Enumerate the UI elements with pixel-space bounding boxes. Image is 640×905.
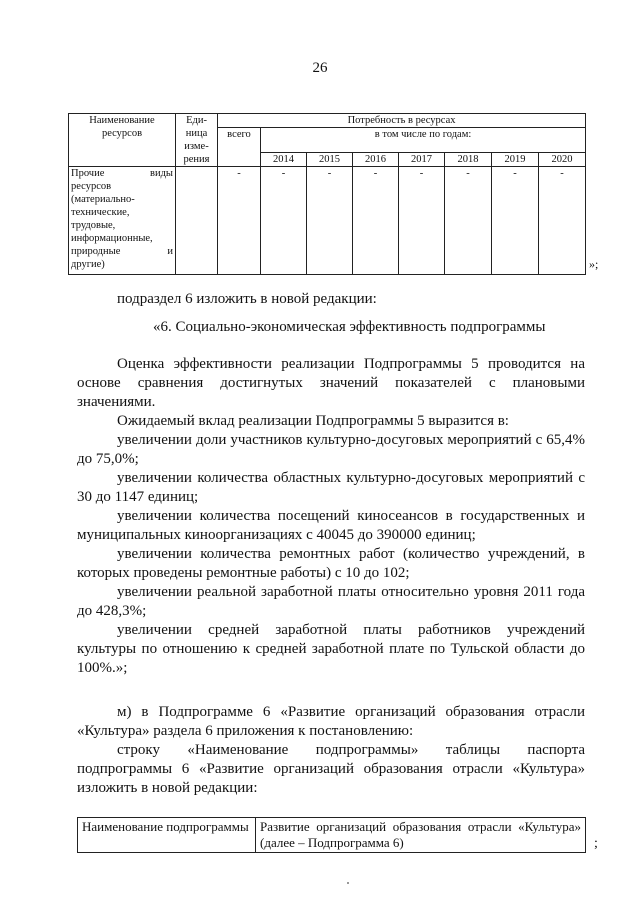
- paragraph-item: увеличении количества посещений киносеансов в государственных и муниципальных киноорганизациях с 40045 до 390000 единиц;: [77, 508, 585, 543]
- paragraph-subprogram6: м) в Подпрограмме 6 «Развитие организаций образования отрасли «Культура» раздела 6 приложения к постановлению:: [77, 704, 585, 739]
- paragraph-evaluation: Оценка эффективности реализации Подпрограммы 5 проводится на основе сравнения достигнутых значений показателей с плановыми значениями.: [77, 356, 585, 410]
- table-closing-semicolon: ;: [594, 836, 598, 851]
- row-label-line: Прочие виды: [71, 168, 173, 179]
- year-cell: 2019: [492, 153, 539, 167]
- header-resource-name: Наименование ресурсов: [69, 114, 176, 167]
- year-cell: 2018: [445, 153, 492, 167]
- scan-speck: [347, 882, 349, 884]
- row-value: -: [261, 167, 307, 275]
- paragraph-row-replace: строку «Наименование подпрограммы» таблицы паспорта подпрограммы 6 «Развитие организаций образования отрасли «Культура» изложить в новой редакции:: [77, 742, 585, 796]
- paragraph-subsection: подраздел 6 изложить в новой редакции:: [117, 291, 377, 307]
- header-unit: Еди-ница изме-рения: [176, 114, 218, 167]
- row-label-line: природные и: [71, 246, 173, 257]
- name-label-cell: Наименование подпрограммы: [78, 818, 256, 853]
- row-label: [69, 167, 176, 275]
- paragraph-item: увеличении количества областных культурно-досуговых мероприятий с 30 до 1147 единиц;: [77, 470, 585, 505]
- row-value-total: -: [218, 167, 261, 275]
- section-heading: «6. Социально-экономическая эффективность подпрограммы: [153, 319, 546, 335]
- row-value: -: [539, 167, 586, 275]
- name-value-cell: Развитие организаций образования отрасли «Культура» (далее – Подпрограмма 6): [256, 818, 586, 853]
- row-value: -: [445, 167, 492, 275]
- row-value: -: [307, 167, 353, 275]
- subprogram-name-table: [77, 817, 586, 853]
- row-label-line: другие): [71, 259, 105, 270]
- row-label-line: трудовые,: [71, 220, 116, 231]
- paragraph-item: увеличении реальной заработной платы относительно уровня 2011 года до 428,3%;: [77, 584, 585, 619]
- header-total: всего: [218, 128, 261, 167]
- row-label-line: информационные,: [71, 233, 153, 244]
- row-label-line: технические,: [71, 207, 130, 218]
- header-by-years: в том числе по годам:: [261, 128, 586, 153]
- row-value: -: [353, 167, 399, 275]
- year-cell: 2017: [399, 153, 445, 167]
- paragraph-item: увеличении доли участников культурно-досуговых мероприятий с 65,4% до 75,0%;: [77, 432, 585, 467]
- year-cell: 2014: [261, 153, 307, 167]
- paragraph-item: увеличении средней заработной платы работников учреждений культуры по отношению к средней заработной плате по Тульской области до 100%.»;: [77, 622, 585, 676]
- year-cell: 2020: [539, 153, 586, 167]
- paragraph-expected: Ожидаемый вклад реализации Подпрограммы 5 выразится в:: [117, 413, 509, 429]
- paragraph-item: увеличении количества ремонтных работ (количество учреждений, в которых проведены ремонтные работы) с 10 до 102;: [77, 546, 585, 581]
- header-need: Потребность в ресурсах: [218, 114, 586, 128]
- row-label-line: (материально-: [71, 194, 135, 205]
- page-number: 26: [312, 60, 328, 76]
- resource-table: [68, 113, 586, 275]
- table-closing-mark: »;: [589, 257, 599, 271]
- row-value: -: [492, 167, 539, 275]
- row-label-line: ресурсов: [71, 181, 112, 192]
- row-unit-cell: [176, 167, 218, 275]
- row-value: -: [399, 167, 445, 275]
- year-cell: 2016: [353, 153, 399, 167]
- year-cell: 2015: [307, 153, 353, 167]
